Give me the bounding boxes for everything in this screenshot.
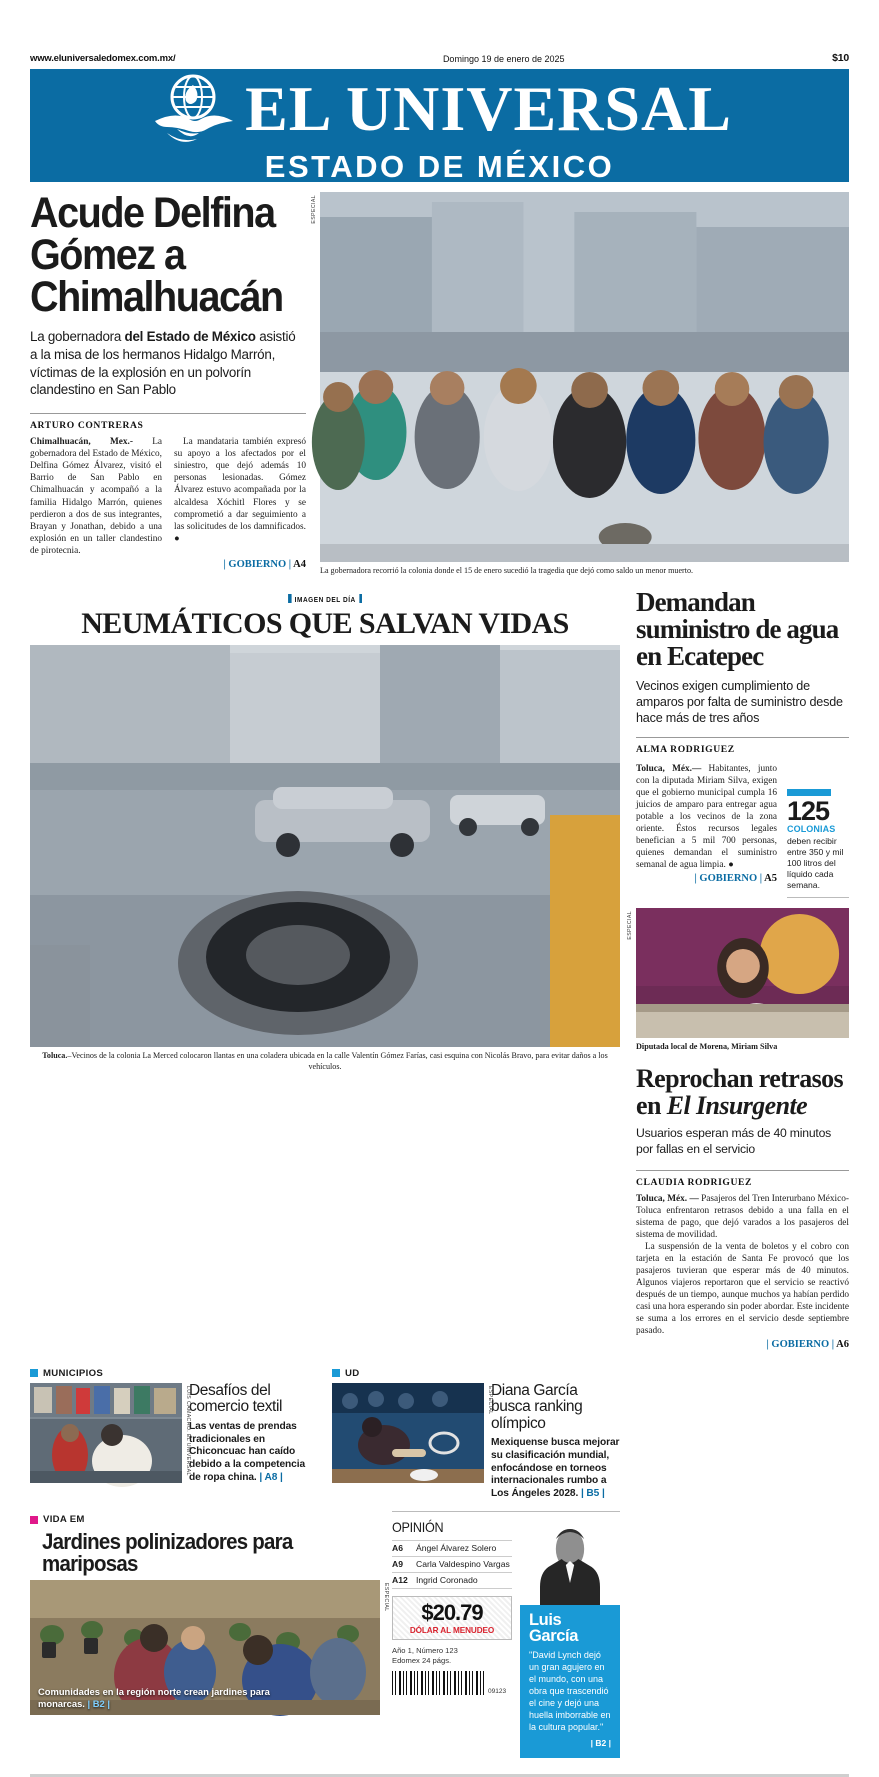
insurgente-body: [636, 1193, 849, 1338]
vida-caption: [38, 1686, 290, 1710]
teaser-ref-textile[interactable]: | A8 |: [259, 1471, 283, 1483]
teaser-summary-text: Las ventas de prendas tradicionales en Chiconcuac han caído debido a la competencia de ropa china.: [189, 1420, 306, 1483]
opinion-item[interactable]: [392, 1557, 512, 1573]
opinion-item-author: Carla Valdespino Vargas: [416, 1559, 510, 1570]
lead-paragraph-1: [30, 436, 162, 557]
insurgente-headline[interactable]: [636, 1065, 849, 1119]
masthead-title: EL UNIVERSAL: [245, 72, 732, 144]
water-dateline: Toluca, Méx.—: [636, 763, 702, 774]
image-of-the-day-kicker: [284, 594, 365, 604]
water-factbox: [787, 763, 849, 899]
water-body-text: Habitantes, junto con la diputada Miriam Silva, exigen que el gobierno municipal cumpla 16 juicios de amparo para entregar agua potable a los vecinos de la zona oriente. Éstos recursos legales benefician a 5 mil 700 personas, quienes demandan el suministro semanal de agua limpia. ●: [636, 763, 777, 871]
factbox-rule: [787, 897, 849, 898]
barcode-icon: [392, 1671, 484, 1695]
insurgente-headline-part1: Reprochan retrasos en: [636, 1064, 844, 1121]
opinion-item[interactable]: [392, 1573, 512, 1589]
opinion-item-author: Ángel Álvarez Solero: [416, 1543, 497, 1554]
website-url[interactable]: www.eluniversaledomex.com.mx/: [30, 53, 176, 64]
opinion-item[interactable]: [392, 1541, 512, 1557]
teaser-title-squash[interactable]: Diana García busca ranking olímpico: [491, 1381, 583, 1432]
vida-headline[interactable]: Jardines polinizadores para mariposas: [42, 1529, 293, 1577]
lower-right-spacer: [636, 1364, 849, 1757]
factbox-label: COLONIAS: [787, 824, 836, 835]
water-photo-caption: Diputada local de Morena, Miriam Silva: [636, 1042, 778, 1052]
masthead: [30, 69, 849, 182]
teaser-summary-text: Mexiquense busca mejorar su clasificación mundial, enfocándose en torneos internacionales rumbo a Los Ángeles 2028.: [491, 1437, 620, 1500]
water-story: [627, 586, 849, 1351]
teaser-summary-textile: [189, 1421, 318, 1485]
lead-photo-caption: La gobernadora recorrió la colonia donde el 15 de enero sucedió la tragedia que dejó como saldo un menor muerto.: [320, 566, 694, 575]
insurgente-deck: Usuarios esperan más de 40 minutos por fallas en el servicio: [636, 1126, 832, 1156]
teaser-photo-textile: [30, 1383, 191, 1483]
tag-square-icon: [30, 1516, 38, 1524]
lead-deck: [30, 328, 306, 399]
columnist-ref[interactable]: | B2 |: [590, 1737, 611, 1748]
teaser-summary-squash: [491, 1437, 620, 1501]
eagle-globe-logo-icon: [147, 71, 239, 149]
lead-photo-credit: ESPECIAL: [311, 195, 317, 224]
teaser-title-textile[interactable]: Desafíos del comercio textil: [189, 1381, 283, 1416]
opinion-item-author: Ingrid Coronado: [416, 1575, 478, 1586]
image-of-the-day-photo: [30, 645, 620, 1047]
insurgente-story: [636, 1065, 849, 1350]
tag-square-icon: [30, 1369, 38, 1377]
lead-body-text-1: La gobernadora del Estado de México, Delfina Gómez Álvarez, visitó el Barrio de San Pablo en Chimalhuacán y acompañó a la familia Hidalgo Marrón, quienes perdieron a dos de sus integrantes, Brayan y Jonathan, debido a una explosión en un taller clandestino de pirotecnia.: [30, 437, 162, 556]
water-byline: ALMA RODRIGUEZ: [636, 737, 849, 755]
issue-meta: [392, 1646, 512, 1667]
water-paragraph-1: [636, 763, 777, 872]
lead-deck-part2: asistió a la misa de los hermanos Hidalgo Marrón, víctimas de la explosión en un polvorín clandestino en San Pablo: [30, 329, 296, 398]
vida-photo: [30, 1580, 389, 1715]
insurgente-dateline: Toluca, Méx. —: [636, 1193, 699, 1204]
image-of-the-day-block: [30, 589, 620, 1351]
teaser-photo-squash: [332, 1383, 493, 1483]
lead-paragraph-2: La mandataria también expresó su apoyo a los afectados por el siniestro, que dejó además 10 personas lesionadas. Gómez Álvarez estuvo acompañada por la alcaldesa Xóchitl Flores y se comprometió a dar seguimiento a las solicitudes de los damnificados. ●: [174, 437, 306, 544]
water-body: [636, 763, 777, 872]
lead-headline[interactable]: Acude Delfina Gómez a Chimalhuacán: [30, 189, 283, 322]
image-of-the-day-title[interactable]: NEUMÁTICOS QUE SALVAN VIDAS: [81, 606, 569, 640]
dollar-label: DÓLAR AL MENUDEO: [409, 1625, 495, 1635]
water-section-page: A5: [764, 873, 777, 885]
issue-date: Domingo 19 de enero de 2025: [442, 54, 565, 64]
insurgente-paragraph-2: La suspensión de la venta de boletos y el cobro con tarjeta en la estación de Santa Fe provocó que los pasajeros tuvieran que esperar más de 40 minutos. Algunos viajeros reportaron que el servicio se reactivó después de un tiempo, aunque muchos ya habían perdido casi una hora esperando sin poder abordar. Este incidente se suma a los errores en el servicio desde septiembre pasado.: [636, 1241, 849, 1337]
opinion-item-page: A9: [392, 1559, 403, 1570]
teaser-tag-label: MUNICIPIOS: [43, 1367, 104, 1379]
teaser-tag-label: UD: [345, 1367, 360, 1379]
insurgente-section-ref[interactable]: [636, 1339, 849, 1350]
water-deck: Vecinos exigen cumplimiento de amparos por falta de suministro desde hace más de tres años: [636, 678, 843, 726]
lower-strip: [30, 1350, 849, 1757]
opinion-title: OPINIÓN: [392, 1518, 444, 1535]
opinion-item-page: A6: [392, 1543, 403, 1554]
teaser-municipios[interactable]: [30, 1383, 318, 1485]
insurgente-section-label: | GOBIERNO |: [766, 1339, 835, 1351]
image-of-the-day-caption: [30, 1047, 620, 1072]
vida-caption-text: Comunidades en la región norte crean jardines para monarcas.: [38, 1685, 270, 1709]
columnist-card[interactable]: [520, 1605, 620, 1758]
teaser-tag-ud[interactable]: [332, 1368, 359, 1379]
barcode-number: 09123: [488, 1688, 507, 1696]
teaser-tag-municipios[interactable]: [30, 1368, 103, 1379]
lead-deck-part1: La gobernadora: [30, 329, 125, 345]
lead-dateline: Chimalhuacán, Mex.-: [30, 437, 133, 448]
vida-tag-label: VIDA EM: [43, 1514, 85, 1526]
teaser-ud[interactable]: [332, 1383, 620, 1501]
opinion-list: [392, 1540, 512, 1589]
vida-photo-credit: ESPECIAL: [383, 1583, 389, 1613]
barcode-block: [392, 1671, 512, 1695]
lead-section-ref[interactable]: [30, 559, 306, 570]
tag-square-icon: [332, 1369, 340, 1377]
columnist-name: Luis García: [529, 1610, 578, 1646]
lead-deck-bold: del Estado de México: [124, 329, 256, 345]
kicker-text: IMAGEN DEL DÍA: [294, 594, 356, 604]
dollar-rate-box: [392, 1596, 512, 1640]
top-bar: [30, 0, 849, 69]
cover-price: $10: [832, 52, 849, 64]
water-headline[interactable]: Demandan suministro de agua en Ecatepec: [636, 586, 839, 671]
image-of-the-day-caption-text: –Vecinos de la colonia La Merced colocaron llantas en una coladera ubicada en la calle Valentín Gómez Farías, casi esquina con Nicolás Bravo, para evitar daños a los vehículos.: [67, 1051, 608, 1071]
water-section-ref[interactable]: [636, 873, 777, 884]
columnist-quote: "David Lynch dejó un gran agujero en el mundo, con una obra que trascendió el cine y dejó una huella imborrable en la cultura popular.": [529, 1649, 611, 1732]
mid-band: [30, 577, 849, 1351]
lead-byline: ARTURO CONTRERAS: [30, 413, 306, 431]
factbox-swatch-icon: [787, 789, 831, 796]
opinion-block: [392, 1511, 620, 1758]
teaser-photo-credit: LUIS CAMACHO. EL UNIVERSAL: [185, 1385, 191, 1476]
vida-opinion-row: [30, 1511, 620, 1758]
image-of-the-day-caption-place: Toluca.: [42, 1051, 68, 1061]
image-of-the-day-kicker-wrap: [30, 589, 620, 607]
lead-body: [30, 436, 306, 557]
factbox-number: 125: [787, 795, 830, 826]
footer-rule: [30, 1774, 849, 1777]
kicker-bar-right-icon: [359, 594, 362, 603]
insurgente-paragraph-1: [636, 1193, 849, 1241]
vida-block: [30, 1511, 389, 1758]
opinion-item-page: A12: [392, 1575, 408, 1586]
lead-section-label: | GOBIERNO |: [223, 558, 292, 570]
issue-meta-line1: Año 1, Número 123: [392, 1645, 458, 1655]
masthead-subtitle: ESTADO DE MÉXICO: [264, 149, 615, 184]
teaser-photo-credit: ESPECIAL: [487, 1385, 493, 1415]
water-photo-credit: ESPECIAL: [627, 911, 633, 940]
kicker-bar-left-icon: [288, 594, 291, 603]
insurgente-headline-italic: El Insurgente: [666, 1091, 808, 1121]
insurgente-body-text-1: Pasajeros del Tren Interurbano México-Toluca enfrentaron retrasos debido a una falla en el sistema de pago, que dejó varados a los pasajeros del sistema de movilidad.: [636, 1193, 849, 1240]
water-section-label: | GOBIERNO |: [694, 873, 763, 885]
columnist-photo: [520, 1519, 620, 1605]
issue-meta-line2: Edomex 24 págs.: [392, 1656, 452, 1666]
vida-tag[interactable]: [30, 1514, 85, 1525]
teaser-row: [30, 1364, 620, 1501]
factbox-text: deben recibir entre 350 y mil 100 litros del líquido cada semana.: [787, 836, 844, 891]
insurgente-byline: CLAUDIA RODRIGUEZ: [636, 1170, 849, 1188]
lead-section-page: A4: [293, 558, 306, 570]
dollar-amount: $20.79: [421, 1599, 483, 1625]
water-photo: [627, 908, 849, 1038]
insurgente-section-page: A6: [836, 1339, 849, 1351]
lead-story: [30, 182, 849, 577]
vida-ref[interactable]: | B2 |: [87, 1697, 110, 1709]
teaser-ref-squash[interactable]: | B5 |: [580, 1488, 605, 1500]
lead-photo: [311, 192, 849, 562]
